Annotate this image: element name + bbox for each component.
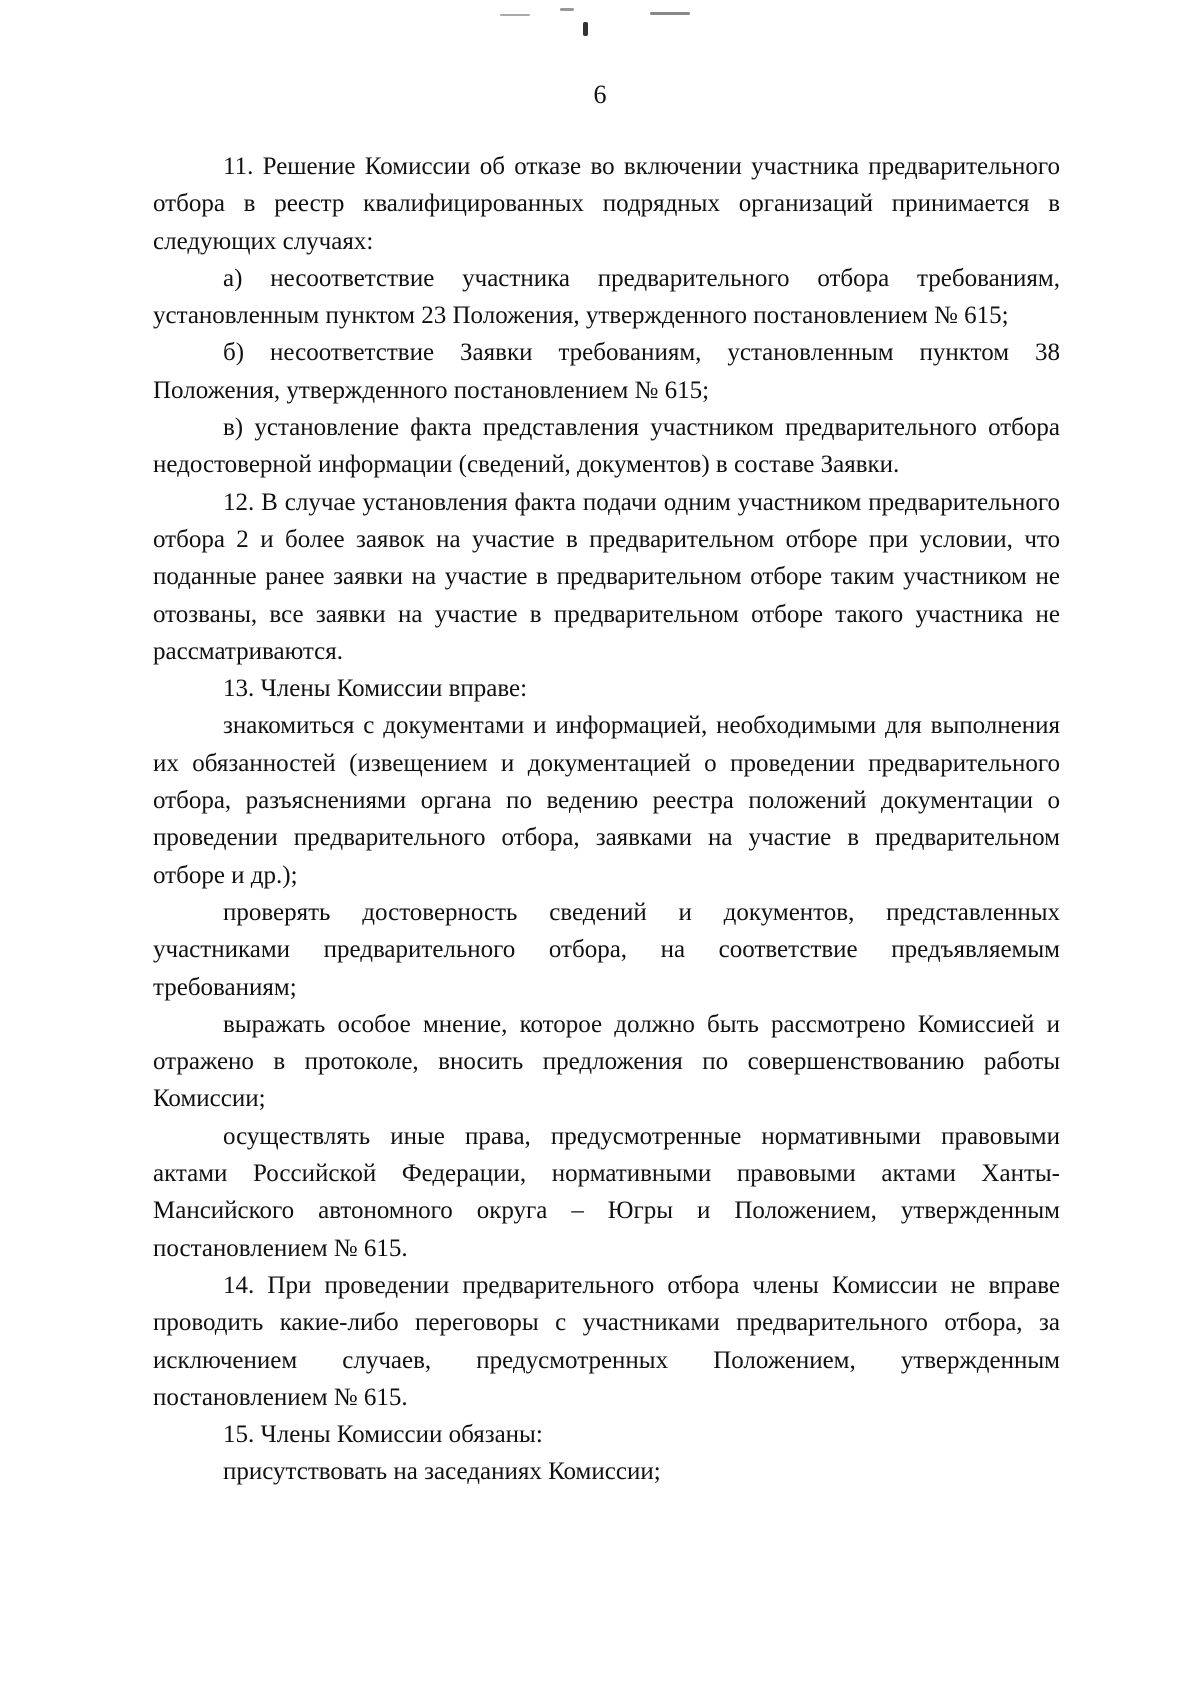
paragraph-13-right-1: знакомиться с документами и информацией, необходимыми для выполнения их обязанностей (извещением и документацией о проведении предварительного отбора, разъяснениями органа по ведению реестра положений документации о проведении предварительного отбора, заявками на участие в предварительном отборе и др.); — [153, 712, 1060, 889]
paragraph-11: 11. Решение Комиссии об отказе во включении участника предварительного отбора в реестр квалифицированных подрядных организаций принимается в следующих случаях: — [153, 153, 1060, 255]
paragraph-13-right-2: проверять достоверность сведений и документов, представленных участниками предварительного отбора, на соответствие предъявляемым требованиям; — [153, 898, 1060, 1001]
page-number: 6 — [593, 80, 607, 109]
document-body — [153, 148, 1060, 1491]
paragraph-13: 13. Члены Комиссии вправе: — [223, 675, 528, 703]
paragraph-11a: а) несоответствие участника предварительного отбора требованиям, установленным пунктом 23 Положения, утвержденного постановлением № 615; — [153, 264, 1060, 330]
paragraph-15-duty-1: присутствовать на заседаниях Комиссии; — [223, 1458, 661, 1486]
paragraph-12: 12. В случае установления факта подачи одним участником предварительного отбора 2 и более заявок на участие в предварительном отборе при условии, что поданные ранее заявки на участие в предварительном отборе таким участником не отозваны, все заявки на участие в предварительном отборе такого участника не рассматриваются. — [153, 488, 1060, 665]
paragraph-11b: б) несоответствие Заявки требованиям, установленным пунктом 38 Положения, утвержденного постановлением № 615; — [153, 339, 1060, 404]
paragraph-13-right-3: выражать особое мнение, которое должно быть рассмотрено Комиссией и отражено в протоколе, вносить предложения по совершенствованию работы Комиссии; — [153, 1010, 1060, 1113]
paragraph-11v: в) установление факта представления участником предварительного отбора недостоверной информации (сведений, документов) в составе Заявки. — [153, 414, 1060, 479]
paragraph-14: 14. При проведении предварительного отбора члены Комиссии не вправе проводить какие-либо переговоры с участниками предварительного отбора, за исключением случаев, предусмотренных Положением, утвержденным постановлением № 615. — [153, 1271, 1060, 1411]
paragraph-13-right-4: осуществлять иные права, предусмотренные нормативными правовыми актами Российской Федерации, нормативными правовыми актами Ханты-Мансийского автономного округа – Югры и Положением, утвержденным постановлением № 615. — [153, 1122, 1060, 1262]
paragraph-15: 15. Члены Комиссии обязаны: — [223, 1421, 543, 1449]
